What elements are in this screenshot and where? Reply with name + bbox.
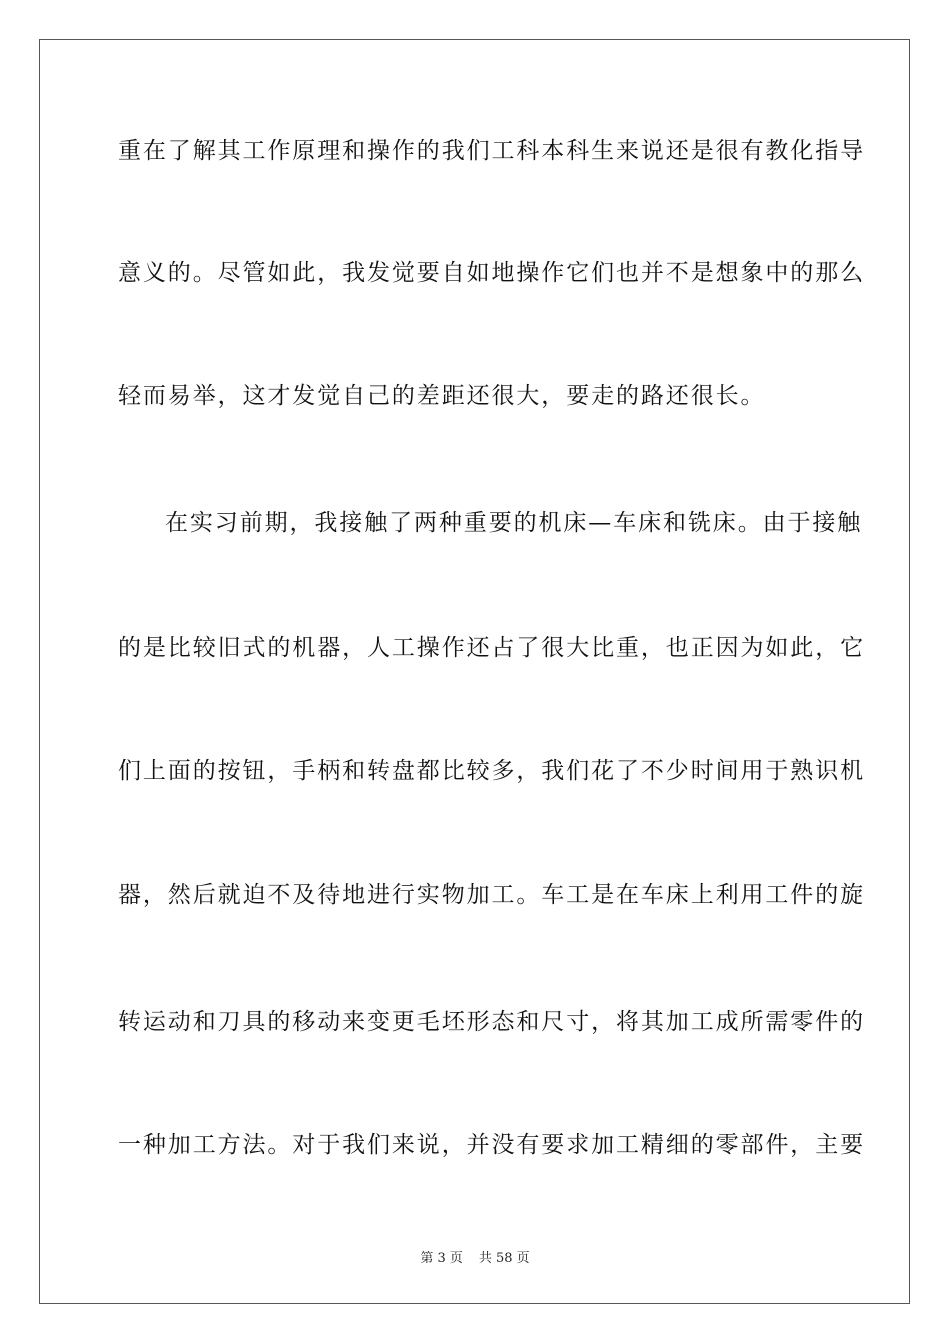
body-text-line: 器，然后就迫不及待地进行实物加工。车工是在车床上利用工件的旋 (118, 882, 865, 908)
body-text-line: 一种加工方法。对于我们来说，并没有要求加工精细的零部件，主要 (118, 1132, 865, 1158)
body-text-line: 的是比较旧式的机器，人工操作还占了很大比重，也正因为如此，它 (118, 635, 865, 661)
body-text-line: 重在了解其工作原理和操作的我们工科本科生来说还是很有教化指导 (118, 138, 865, 164)
body-text-line: 们上面的按钮，手柄和转盘都比较多，我们花了不少时间用于熟识机 (118, 758, 865, 784)
total-pages: 共 58 页 (478, 1251, 530, 1266)
paragraph-start-line: 在实习前期，我接触了两种重要的机床—车床和铣床。由于接触 (165, 510, 863, 536)
page-frame (39, 39, 910, 1304)
body-text-line: 意义的。尽管如此，我发觉要自如地操作它们也并不是想象中的那么 (118, 260, 865, 286)
page-footer (0, 1247, 950, 1266)
page-number: 第 3 页 (420, 1251, 463, 1266)
body-text-line: 转运动和刀具的移动来变更毛坯形态和尺寸，将其加工成所需零件的 (118, 1009, 865, 1035)
body-text-line: 轻而易举，这才发觉自己的差距还很大，要走的路还很长。 (118, 383, 766, 409)
